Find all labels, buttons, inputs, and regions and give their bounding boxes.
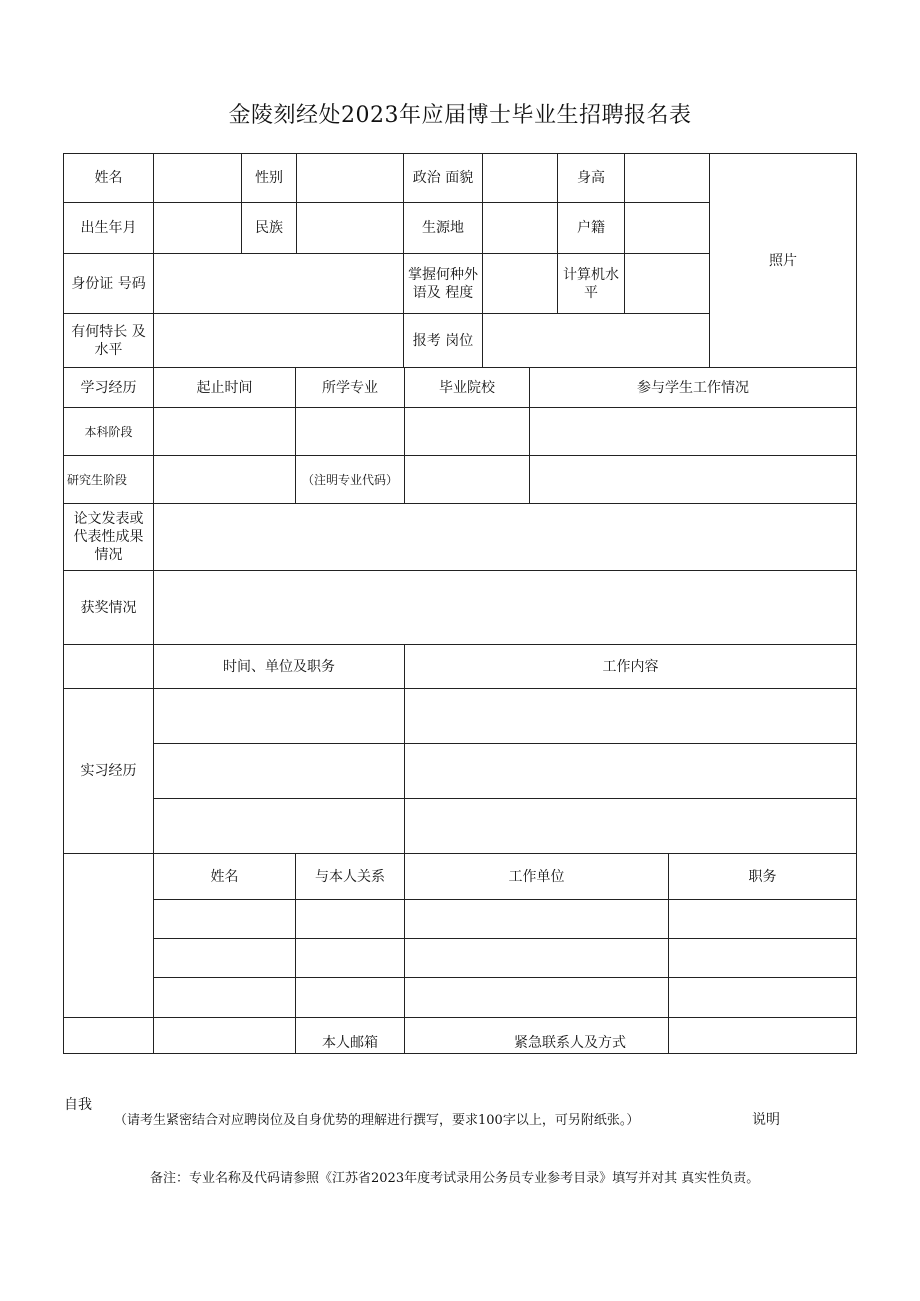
self-intro-hint: （请考生紧密结合对应聘岗位及自身优势的理解进行撰写，要求100字以上，可另附纸张。） (114, 1113, 640, 1128)
intern-header-content: 工作内容 (602, 658, 659, 675)
position-label: 报考 岗位 (412, 332, 474, 349)
name-field[interactable] (154, 154, 241, 202)
graduate-school-field[interactable] (405, 456, 529, 503)
ethnicity-field[interactable] (297, 203, 403, 253)
form-title: 金陵刻经处2023年应届博士毕业生招聘报名表 (228, 103, 692, 128)
email-label: 本人邮箱 (322, 1035, 378, 1051)
awards-field[interactable] (154, 571, 856, 644)
papers-field[interactable] (154, 504, 856, 570)
self-intro-label-bottom: 说明 (752, 1112, 780, 1128)
photo-box[interactable] (710, 154, 856, 367)
id-number-label: 身份证 号码 (71, 275, 146, 292)
family-header-title: 职务 (748, 868, 777, 885)
family-row-3[interactable] (154, 978, 856, 1017)
languages-field[interactable] (483, 254, 557, 313)
family-row-2[interactable] (154, 939, 856, 977)
family-header-employer: 工作单位 (508, 868, 565, 885)
edu-header-major: 所学专业 (322, 379, 378, 396)
family-header-name: 姓名 (210, 868, 239, 885)
graduate-major-field[interactable]: （注明专业代码） (301, 472, 398, 487)
emergency-contact-label: 紧急联系人及方式 (514, 1035, 626, 1051)
name-label: 姓名 (94, 170, 123, 186)
undergrad-label: 本科阶段 (84, 424, 133, 439)
gender-field[interactable] (297, 154, 403, 202)
intern-row-3-time[interactable] (154, 799, 404, 853)
edu-header-school: 毕业院校 (439, 379, 495, 396)
edu-header-period: 起止时间 (196, 379, 253, 396)
intern-row-3-content[interactable] (405, 799, 856, 853)
family-row-1[interactable] (154, 900, 856, 938)
id-number-field[interactable] (154, 254, 403, 313)
self-intro-label-top: 自我 (64, 1097, 92, 1113)
edu-header-student-work: 参与学生工作情况 (637, 379, 749, 396)
education-label: 学习经历 (80, 379, 137, 396)
birth-date-field[interactable] (154, 203, 241, 253)
political-status-label: 政治 面貌 (412, 170, 474, 186)
intern-row-1-content[interactable] (405, 689, 856, 743)
hukou-label: 户籍 (577, 220, 605, 236)
remark-text: 备注：专业名称及代码请参照《江苏省2023年度考试录用公务员专业参考目录》填写并对其 真实性负责。 (150, 1171, 760, 1186)
ethnicity-label: 民族 (255, 220, 283, 236)
intern-row-2-content[interactable] (405, 744, 856, 798)
undergrad-major-field[interactable] (296, 408, 404, 455)
undergrad-period-field[interactable] (154, 408, 295, 455)
intern-header-time-unit: 时间、单位及职务 (223, 658, 335, 675)
languages-label: 掌握何种外语及 程度 (408, 266, 478, 301)
specialty-label: 有何特长 及水平 (71, 323, 146, 358)
family-header-relation: 与本人关系 (315, 868, 385, 885)
papers-label: 论文发表或代表性成果情况 (73, 511, 144, 563)
internship-label: 实习经历 (80, 763, 137, 779)
political-status-field[interactable] (483, 154, 557, 202)
computer-level-label: 计算机水平 (563, 266, 619, 301)
intern-row-2-time[interactable] (154, 744, 404, 798)
undergrad-student-work-field[interactable] (530, 408, 856, 455)
origin-label: 生源地 (422, 220, 464, 236)
awards-label: 获奖情况 (80, 599, 137, 616)
hukou-field[interactable] (625, 203, 709, 253)
graduate-student-work-field[interactable] (530, 456, 856, 503)
computer-level-field[interactable] (625, 254, 709, 313)
intern-row-1-time[interactable] (154, 689, 404, 743)
position-field[interactable] (483, 314, 709, 367)
photo-label: 照片 (769, 253, 797, 269)
graduate-label: 研究生阶段 (67, 472, 128, 487)
height-label: 身高 (577, 170, 605, 186)
origin-field[interactable] (483, 203, 557, 253)
graduate-period-field[interactable] (154, 456, 295, 503)
height-field[interactable] (625, 154, 709, 202)
specialty-field[interactable] (154, 314, 403, 367)
birth-date-label: 出生年月 (80, 220, 137, 236)
undergrad-school-field[interactable] (405, 408, 529, 455)
gender-label: 性别 (255, 170, 283, 186)
